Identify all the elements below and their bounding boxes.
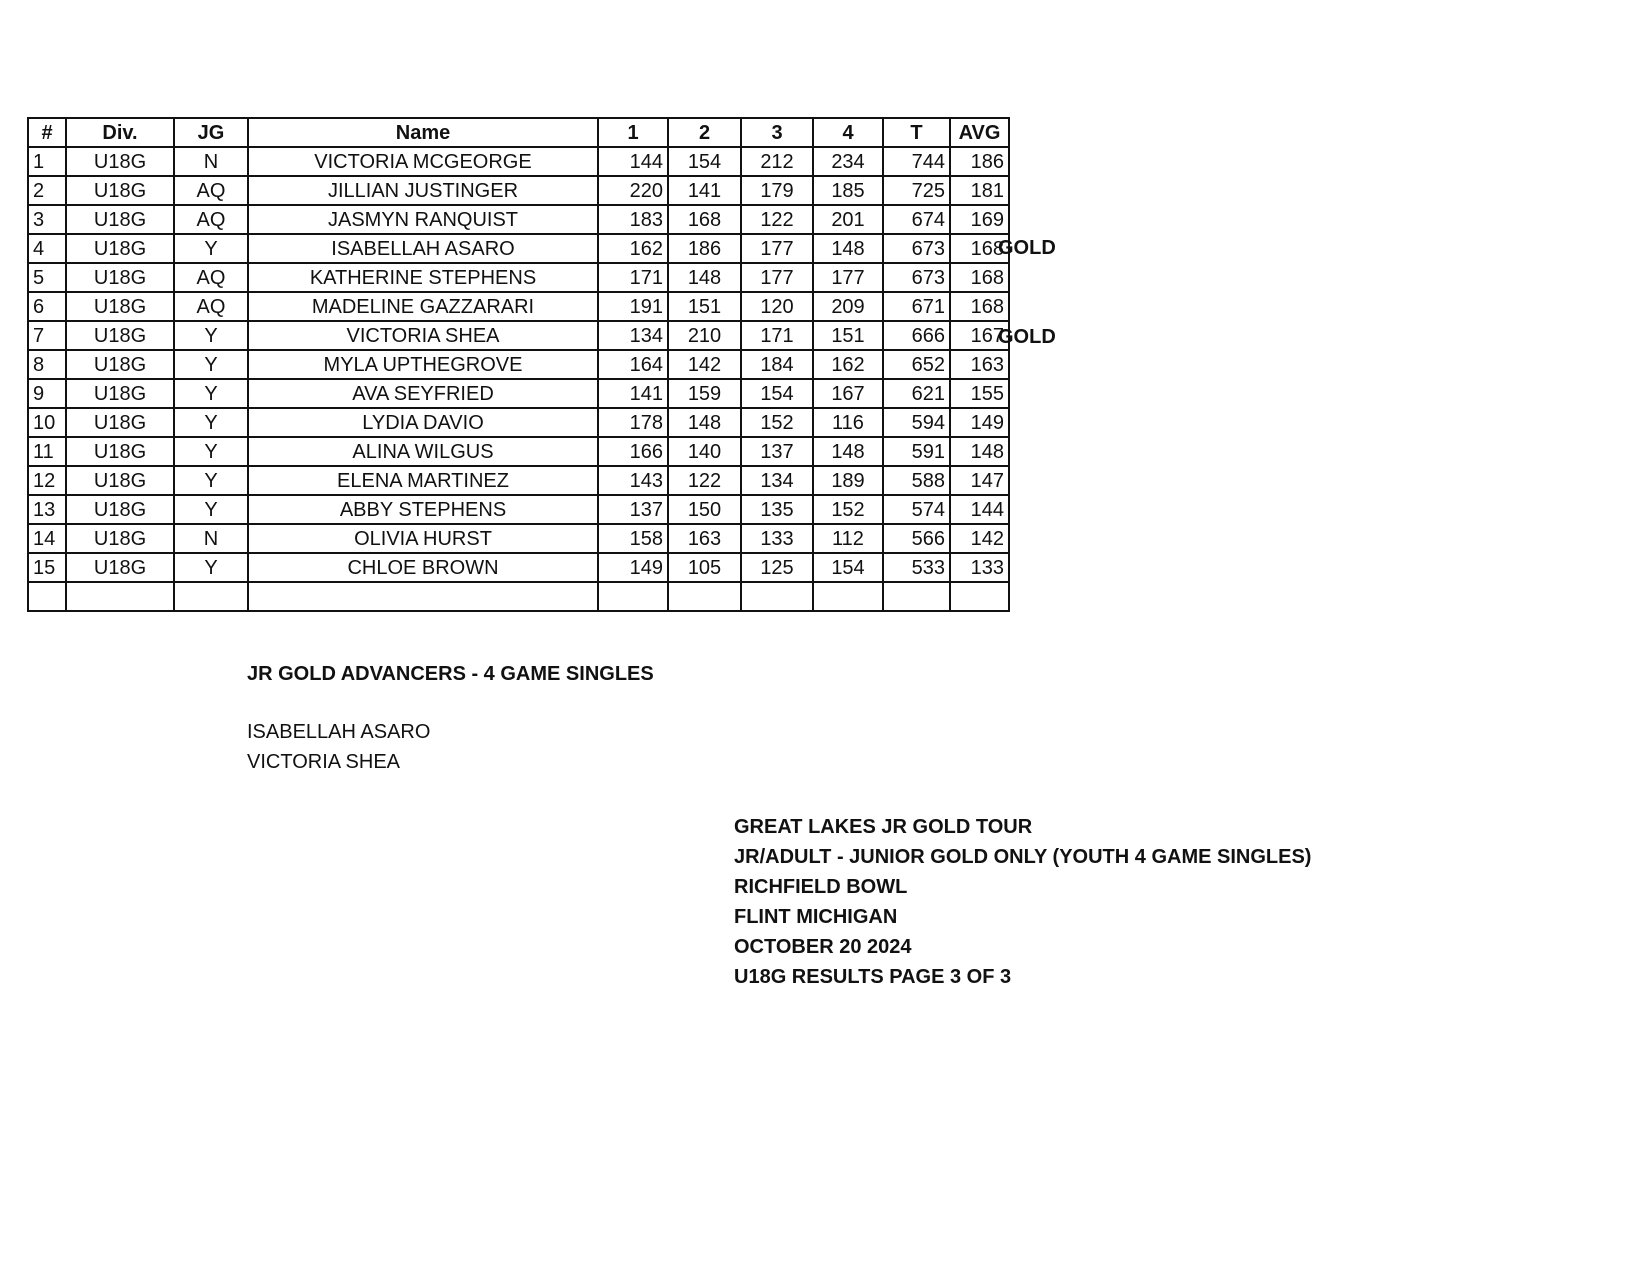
cell-jg: AQ: [174, 263, 248, 292]
cell-game-2: 168: [668, 205, 741, 234]
cell-rank: 13: [28, 495, 66, 524]
cell-rank: 8: [28, 350, 66, 379]
cell-name: LYDIA DAVIO: [248, 408, 598, 437]
event-venue: RICHFIELD BOWL: [734, 876, 908, 898]
cell-game-1: 134: [598, 321, 668, 350]
cell-game-2: [668, 582, 741, 611]
header-game-2: 2: [668, 118, 741, 147]
cell-game-4: 185: [813, 176, 883, 205]
cell-total: 591: [883, 437, 950, 466]
cell-game-3: 177: [741, 263, 813, 292]
cell-name: ABBY STEPHENS: [248, 495, 598, 524]
cell-rank: 5: [28, 263, 66, 292]
cell-total: 725: [883, 176, 950, 205]
cell-rank: 12: [28, 466, 66, 495]
event-date: OCTOBER 20 2024: [734, 936, 912, 958]
cell-total: 744: [883, 147, 950, 176]
cell-game-4: 234: [813, 147, 883, 176]
cell-name: JASMYN RANQUIST: [248, 205, 598, 234]
cell-game-1: 158: [598, 524, 668, 553]
advancer-name: ISABELLAH ASARO: [247, 721, 431, 743]
cell-game-4: 148: [813, 234, 883, 263]
cell-name: OLIVIA HURST: [248, 524, 598, 553]
cell-average: 144: [950, 495, 1009, 524]
cell-game-2: 148: [668, 408, 741, 437]
cell-game-3: 177: [741, 234, 813, 263]
cell-division: U18G: [66, 437, 174, 466]
table-row: [28, 147, 1009, 176]
table-row: [28, 205, 1009, 234]
cell-name: MADELINE GAZZARARI: [248, 292, 598, 321]
advancer-name: VICTORIA SHEA: [247, 751, 401, 773]
cell-game-2: 122: [668, 466, 741, 495]
cell-average: 142: [950, 524, 1009, 553]
cell-division: U18G: [66, 147, 174, 176]
cell-jg: Y: [174, 408, 248, 437]
cell-game-3: 125: [741, 553, 813, 582]
cell-game-2: 150: [668, 495, 741, 524]
cell-game-4: 154: [813, 553, 883, 582]
cell-name: ELENA MARTINEZ: [248, 466, 598, 495]
cell-name: AVA SEYFRIED: [248, 379, 598, 408]
cell-total: 533: [883, 553, 950, 582]
cell-rank: 1: [28, 147, 66, 176]
cell-name: CHLOE BROWN: [248, 553, 598, 582]
cell-game-4: 177: [813, 263, 883, 292]
cell-total: 621: [883, 379, 950, 408]
table-row: [28, 176, 1009, 205]
cell-game-2: 159: [668, 379, 741, 408]
cell-game-4: 167: [813, 379, 883, 408]
cell-game-4: 209: [813, 292, 883, 321]
cell-division: U18G: [66, 350, 174, 379]
cell-total: 652: [883, 350, 950, 379]
cell-total: 666: [883, 321, 950, 350]
advancers-title: JR GOLD ADVANCERS - 4 GAME SINGLES: [247, 663, 654, 685]
cell-rank: 3: [28, 205, 66, 234]
cell-jg: Y: [174, 495, 248, 524]
cell-jg: N: [174, 147, 248, 176]
cell-game-1: 164: [598, 350, 668, 379]
cell-average: 148: [950, 437, 1009, 466]
cell-game-4: 152: [813, 495, 883, 524]
table-row: [28, 292, 1009, 321]
cell-rank: 15: [28, 553, 66, 582]
cell-name: ISABELLAH ASARO: [248, 234, 598, 263]
cell-game-1: 143: [598, 466, 668, 495]
cell-game-4: 162: [813, 350, 883, 379]
cell-jg: AQ: [174, 205, 248, 234]
cell-average: 186: [950, 147, 1009, 176]
cell-rank: 11: [28, 437, 66, 466]
cell-jg: Y: [174, 553, 248, 582]
cell-game-1: [598, 582, 668, 611]
cell-division: U18G: [66, 263, 174, 292]
header-average: AVG: [950, 118, 1009, 147]
cell-division: U18G: [66, 292, 174, 321]
cell-total: 671: [883, 292, 950, 321]
cell-average: 149: [950, 408, 1009, 437]
cell-average: 181: [950, 176, 1009, 205]
event-city: FLINT MICHIGAN: [734, 906, 898, 928]
cell-game-2: 105: [668, 553, 741, 582]
cell-game-4: 151: [813, 321, 883, 350]
cell-game-1: 220: [598, 176, 668, 205]
header-division: Div.: [66, 118, 174, 147]
cell-total: [883, 582, 950, 611]
cell-division: [66, 582, 174, 611]
cell-total: 674: [883, 205, 950, 234]
gold-tag: GOLD: [998, 326, 1056, 349]
cell-division: U18G: [66, 524, 174, 553]
cell-game-3: 152: [741, 408, 813, 437]
cell-name: MYLA UPTHEGROVE: [248, 350, 598, 379]
cell-game-3: 122: [741, 205, 813, 234]
cell-division: U18G: [66, 205, 174, 234]
cell-game-3: 171: [741, 321, 813, 350]
cell-game-1: 149: [598, 553, 668, 582]
cell-game-2: 141: [668, 176, 741, 205]
cell-rank: 4: [28, 234, 66, 263]
cell-division: U18G: [66, 553, 174, 582]
cell-average: 167: [950, 321, 1009, 350]
cell-game-3: 137: [741, 437, 813, 466]
cell-game-1: 178: [598, 408, 668, 437]
cell-game-4: 201: [813, 205, 883, 234]
cell-division: U18G: [66, 234, 174, 263]
cell-game-2: 140: [668, 437, 741, 466]
table-row: [28, 379, 1009, 408]
cell-jg: N: [174, 524, 248, 553]
cell-total: 673: [883, 234, 950, 263]
cell-name: VICTORIA SHEA: [248, 321, 598, 350]
cell-rank: [28, 582, 66, 611]
cell-game-3: 133: [741, 524, 813, 553]
cell-game-3: 134: [741, 466, 813, 495]
cell-game-1: 141: [598, 379, 668, 408]
cell-total: 574: [883, 495, 950, 524]
header-name: Name: [248, 118, 598, 147]
event-tour: GREAT LAKES JR GOLD TOUR: [734, 816, 1033, 838]
table-row: [28, 350, 1009, 379]
cell-rank: 10: [28, 408, 66, 437]
cell-game-3: [741, 582, 813, 611]
header-number: #: [28, 118, 66, 147]
cell-jg: AQ: [174, 292, 248, 321]
cell-jg: Y: [174, 437, 248, 466]
cell-game-4: 116: [813, 408, 883, 437]
cell-game-4: 189: [813, 466, 883, 495]
cell-average: 163: [950, 350, 1009, 379]
header-game-3: 3: [741, 118, 813, 147]
gold-tag: GOLD: [998, 237, 1056, 260]
cell-game-4: 112: [813, 524, 883, 553]
cell-total: 588: [883, 466, 950, 495]
cell-rank: 7: [28, 321, 66, 350]
cell-average: 155: [950, 379, 1009, 408]
cell-average: 168: [950, 263, 1009, 292]
cell-game-1: 144: [598, 147, 668, 176]
header-game-1: 1: [598, 118, 668, 147]
cell-jg: Y: [174, 379, 248, 408]
cell-game-3: 154: [741, 379, 813, 408]
table-row: [28, 437, 1009, 466]
cell-total: 673: [883, 263, 950, 292]
cell-average: 168: [950, 292, 1009, 321]
cell-rank: 9: [28, 379, 66, 408]
cell-division: U18G: [66, 495, 174, 524]
cell-name: VICTORIA MCGEORGE: [248, 147, 598, 176]
cell-game-2: 210: [668, 321, 741, 350]
cell-game-2: 154: [668, 147, 741, 176]
cell-game-1: 166: [598, 437, 668, 466]
cell-average: [950, 582, 1009, 611]
cell-game-2: 151: [668, 292, 741, 321]
table-row: [28, 408, 1009, 437]
cell-division: U18G: [66, 176, 174, 205]
cell-name: ALINA WILGUS: [248, 437, 598, 466]
cell-rank: 2: [28, 176, 66, 205]
table-row: [28, 321, 1009, 350]
cell-jg: Y: [174, 466, 248, 495]
table-row: [28, 524, 1009, 553]
cell-game-3: 120: [741, 292, 813, 321]
cell-jg: [174, 582, 248, 611]
cell-game-3: 212: [741, 147, 813, 176]
results-body: [28, 147, 1009, 611]
cell-division: U18G: [66, 321, 174, 350]
table-header-row: [28, 118, 1009, 147]
cell-game-1: 137: [598, 495, 668, 524]
cell-rank: 14: [28, 524, 66, 553]
results-table: [27, 117, 1010, 612]
cell-total: 566: [883, 524, 950, 553]
table-row: [28, 582, 1009, 611]
cell-game-3: 184: [741, 350, 813, 379]
table-row: [28, 495, 1009, 524]
cell-game-3: 179: [741, 176, 813, 205]
cell-game-4: [813, 582, 883, 611]
event-page: U18G RESULTS PAGE 3 OF 3: [734, 966, 1012, 988]
cell-game-4: 148: [813, 437, 883, 466]
cell-game-1: 183: [598, 205, 668, 234]
table-row: [28, 234, 1009, 263]
event-type: JR/ADULT - JUNIOR GOLD ONLY (YOUTH 4 GAME SINGLES): [734, 846, 1312, 868]
cell-game-1: 162: [598, 234, 668, 263]
cell-average: 169: [950, 205, 1009, 234]
header-game-4: 4: [813, 118, 883, 147]
table-row: [28, 466, 1009, 495]
cell-average: 133: [950, 553, 1009, 582]
cell-game-1: 171: [598, 263, 668, 292]
cell-average: 168: [950, 234, 1009, 263]
cell-jg: AQ: [174, 176, 248, 205]
cell-game-2: 142: [668, 350, 741, 379]
cell-game-2: 163: [668, 524, 741, 553]
cell-name: JILLIAN JUSTINGER: [248, 176, 598, 205]
cell-average: 147: [950, 466, 1009, 495]
cell-jg: Y: [174, 234, 248, 263]
table-row: [28, 553, 1009, 582]
header-jg: JG: [174, 118, 248, 147]
cell-division: U18G: [66, 408, 174, 437]
cell-game-3: 135: [741, 495, 813, 524]
cell-game-1: 191: [598, 292, 668, 321]
cell-game-2: 186: [668, 234, 741, 263]
cell-division: U18G: [66, 379, 174, 408]
cell-jg: Y: [174, 350, 248, 379]
cell-total: 594: [883, 408, 950, 437]
cell-jg: Y: [174, 321, 248, 350]
cell-division: U18G: [66, 466, 174, 495]
table-row: [28, 263, 1009, 292]
header-total: T: [883, 118, 950, 147]
cell-name: [248, 582, 598, 611]
cell-name: KATHERINE STEPHENS: [248, 263, 598, 292]
cell-rank: 6: [28, 292, 66, 321]
cell-game-2: 148: [668, 263, 741, 292]
